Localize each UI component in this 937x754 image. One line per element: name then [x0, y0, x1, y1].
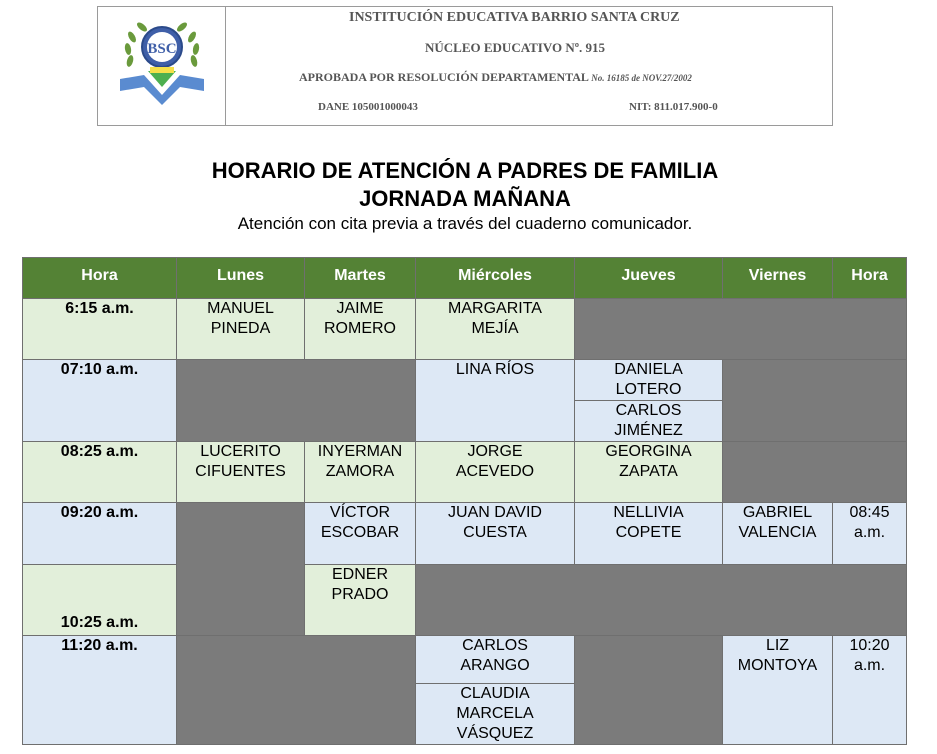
alt-hour-cell: 08:45 a.m.	[833, 503, 907, 565]
approval-line: APROBADA POR RESOLUCIÓN DEPARTAMENTAL No. 16185 de NOV.27/2002	[299, 70, 692, 84]
teacher-cell: DANIELA LOTERO	[575, 360, 723, 401]
col-header-lunes: Lunes	[177, 258, 305, 299]
teacher-cell: GABRIEL VALENCIA	[723, 503, 833, 565]
teacher-cell: MARGARITA MEJÍA	[416, 299, 575, 360]
teacher-cell: CARLOS JIMÉNEZ	[575, 401, 723, 442]
approval-reference: No. 16185 de NOV.27/2002	[591, 73, 692, 83]
svg-text:BSC: BSC	[147, 41, 177, 57]
empty-slot	[416, 565, 907, 636]
table-row	[23, 442, 907, 503]
hour-cell: 07:10 a.m.	[23, 360, 177, 442]
teacher-cell: GEORGINA ZAPATA	[575, 442, 723, 503]
empty-slot	[177, 503, 305, 636]
table-row	[23, 503, 907, 565]
teacher-cell: JAIME ROMERO	[305, 299, 416, 360]
teacher-cell: MANUEL PINEDA	[177, 299, 305, 360]
empty-slot	[723, 442, 907, 503]
col-header-hora: Hora	[23, 258, 177, 299]
teacher-cell: VÍCTOR ESCOBAR	[305, 503, 416, 565]
col-header-jueves: Jueves	[575, 258, 723, 299]
institution-name: INSTITUCIÓN EDUCATIVA BARRIO SANTA CRUZ	[349, 10, 680, 25]
table-row	[23, 636, 907, 684]
table-row	[23, 565, 907, 636]
page-subtitle-shift: JORNADA MAÑANA	[359, 186, 571, 211]
table-row	[23, 299, 907, 360]
hour-cell: 08:25 a.m.	[23, 442, 177, 503]
col-header-viernes: Viernes	[723, 258, 833, 299]
col-header-miercoles: Miércoles	[416, 258, 575, 299]
empty-slot	[177, 636, 416, 745]
hour-cell: 10:25 a.m.	[23, 565, 177, 636]
empty-slot	[723, 360, 907, 442]
appointment-note: Atención con cita previa a través del cuaderno comunicador.	[237, 214, 693, 233]
hour-cell: 6:15 a.m.	[23, 299, 177, 360]
teacher-cell: NELLIVIA COPETE	[575, 503, 723, 565]
teacher-cell: CARLOS ARANGO	[416, 636, 575, 684]
page-title: HORARIO DE ATENCIÓN A PADRES DE FAMILIA	[211, 158, 719, 183]
dane-code: DANE 105001000043	[318, 101, 418, 113]
teacher-cell: INYERMAN ZAMORA	[305, 442, 416, 503]
table-row	[23, 360, 907, 401]
hour-cell: 09:20 a.m.	[23, 503, 177, 565]
table-header-row	[23, 258, 907, 299]
hour-cell: 11:20 a.m.	[23, 636, 177, 745]
nucleus-line: NÚCLEO EDUCATIVO Nº. 915	[425, 40, 606, 55]
col-header-hora-2: Hora	[833, 258, 907, 299]
teacher-cell: JORGE ACEVEDO	[416, 442, 575, 503]
empty-slot	[575, 636, 723, 745]
teacher-cell: CLAUDIA MARCELA VÁSQUEZ	[416, 684, 575, 745]
col-header-martes: Martes	[305, 258, 416, 299]
empty-slot	[575, 299, 907, 360]
teacher-cell: EDNER PRADO	[305, 565, 416, 636]
teacher-cell: LUCERITO CIFUENTES	[177, 442, 305, 503]
teacher-cell: LIZ MONTOYA	[723, 636, 833, 745]
nit-code: NIT: 811.017.900-0	[629, 101, 718, 113]
institution-header	[97, 6, 833, 126]
teacher-cell: LINA RÍOS	[416, 360, 575, 442]
empty-slot	[177, 360, 416, 442]
school-logo	[120, 17, 204, 105]
schedule-table	[22, 257, 907, 745]
teacher-cell: JUAN DAVID CUESTA	[416, 503, 575, 565]
logo-cell	[98, 7, 226, 125]
alt-hour-cell: 10:20 a.m.	[833, 636, 907, 745]
